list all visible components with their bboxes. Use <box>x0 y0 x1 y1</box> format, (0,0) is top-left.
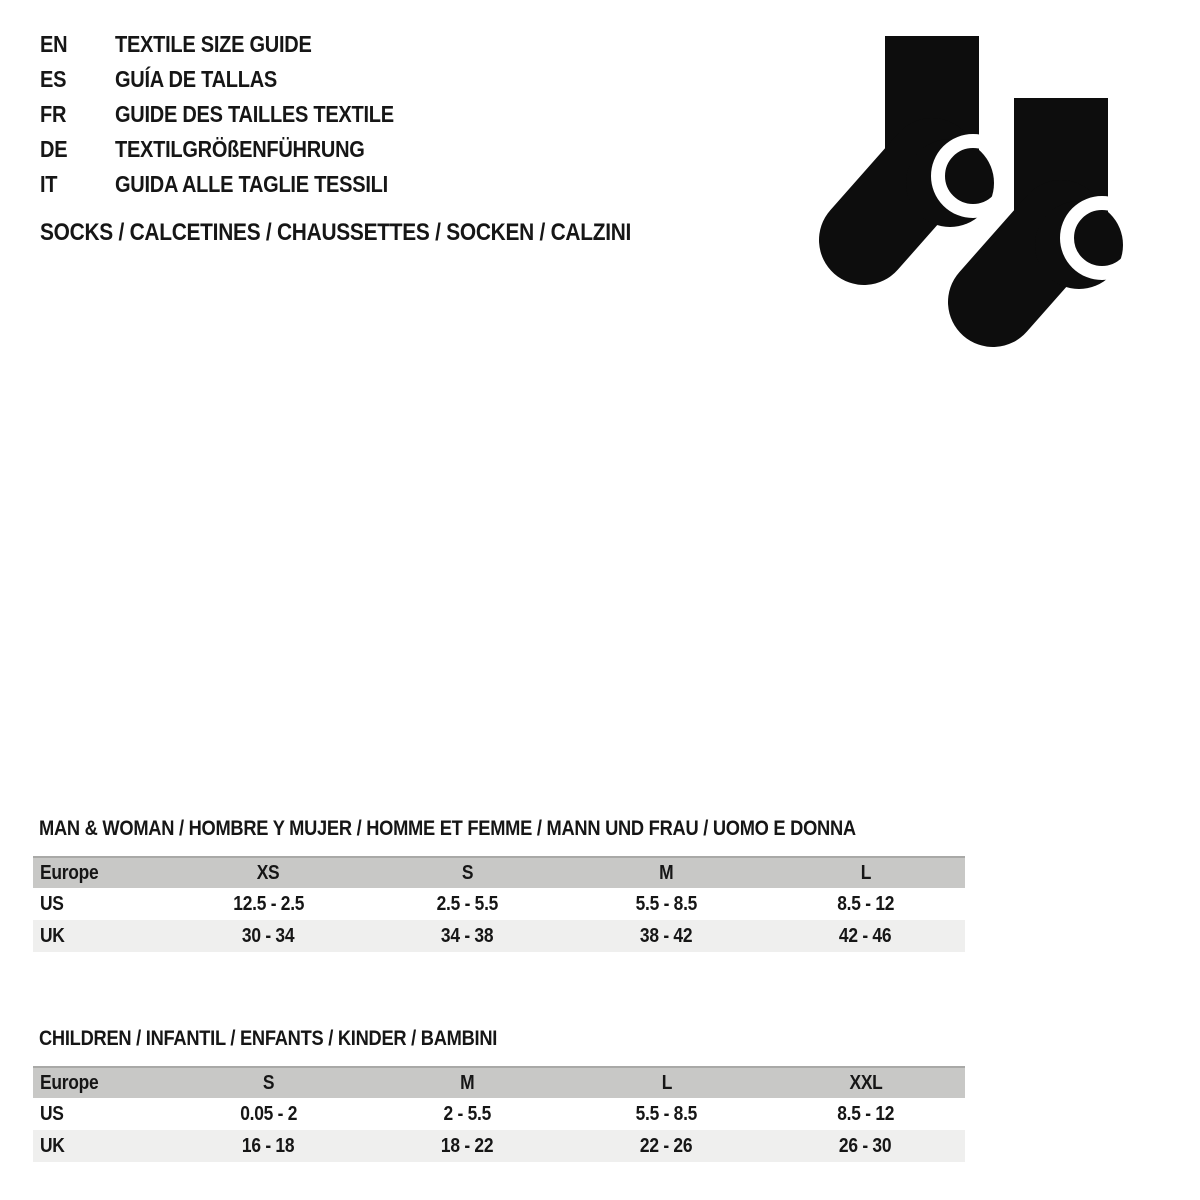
header-cell-size-s: S <box>262 1071 275 1094</box>
language-row-de <box>40 132 436 167</box>
guide-title-en: TEXTILE SIZE GUIDE <box>115 31 312 57</box>
table-title-adults: MAN & WOMAN / HOMBRE Y MUJER / HOMME ET FEMME / MANN UND FRAU / UOMO E DONNA <box>39 817 856 840</box>
value-cell: 18 - 22 <box>441 1134 494 1157</box>
table-header-row <box>33 1066 965 1098</box>
table-row-uk <box>33 1130 965 1162</box>
language-code: IT <box>40 171 58 197</box>
value-cell: 8.5 - 12 <box>837 892 894 915</box>
header-cell-region: Europe <box>40 861 99 884</box>
table-title-children: CHILDREN / INFANTIL / ENFANTS / KINDER / BAMBINI <box>39 1027 498 1050</box>
value-cell: 2 - 5.5 <box>443 1102 492 1125</box>
header-cell-size-xs: XS <box>257 861 280 884</box>
language-title-list <box>40 27 436 202</box>
guide-title-fr: GUIDE DES TAILLES TEXTILE <box>115 101 394 127</box>
size-table-adults <box>33 816 965 952</box>
sock-right <box>993 98 1137 302</box>
value-cell: 26 - 30 <box>839 1134 892 1157</box>
header-cell-region: Europe <box>40 1071 99 1094</box>
value-cell: 2.5 - 5.5 <box>436 892 499 915</box>
table-header-row <box>33 856 965 888</box>
value-cell: 16 - 18 <box>242 1134 295 1157</box>
header-cell-size-xxl: XXL <box>848 1071 883 1094</box>
value-cell: 22 - 26 <box>640 1134 693 1157</box>
language-row-en <box>40 27 436 62</box>
guide-title-es: GUÍA DE TALLAS <box>115 66 277 92</box>
language-code: ES <box>40 66 67 92</box>
row-label-cell: US <box>40 892 64 915</box>
language-row-fr <box>40 97 436 132</box>
value-cell: 5.5 - 8.5 <box>635 1102 698 1125</box>
language-code: EN <box>40 31 68 57</box>
header-cell-size-l: L <box>661 1071 672 1094</box>
guide-title-it: GUIDA ALLE TAGLIE TESSILI <box>115 171 388 197</box>
guide-title-de: TEXTILGRÖßENFÜHRUNG <box>115 136 365 162</box>
value-cell: 38 - 42 <box>640 924 693 947</box>
table-row-us <box>33 1098 965 1130</box>
socks-icon <box>812 28 1152 358</box>
row-label-cell: US <box>40 1102 64 1125</box>
header-cell-size-m: M <box>659 861 674 884</box>
value-cell: 34 - 38 <box>441 924 494 947</box>
row-label-cell: UK <box>40 924 65 947</box>
value-cell: 42 - 46 <box>839 924 892 947</box>
value-cell: 12.5 - 2.5 <box>233 892 304 915</box>
header-cell-size-l: L <box>860 861 871 884</box>
value-cell: 8.5 - 12 <box>837 1102 894 1125</box>
value-cell: 5.5 - 8.5 <box>635 892 698 915</box>
language-code: DE <box>40 136 68 162</box>
product-category-line: SOCKS / CALCETINES / CHAUSSETTES / SOCKEN / CALZINI <box>40 219 632 246</box>
language-row-es <box>40 62 436 97</box>
table-row-us <box>33 888 965 920</box>
header-cell-size-s: S <box>461 861 474 884</box>
size-table-children <box>33 1026 965 1162</box>
value-cell: 0.05 - 2 <box>240 1102 297 1125</box>
sock-left <box>864 36 1008 240</box>
value-cell: 30 - 34 <box>242 924 295 947</box>
language-row-it <box>40 167 436 202</box>
row-label-cell: UK <box>40 1134 65 1157</box>
table-row-uk <box>33 920 965 952</box>
language-code: FR <box>40 101 67 127</box>
header-cell-size-m: M <box>460 1071 475 1094</box>
